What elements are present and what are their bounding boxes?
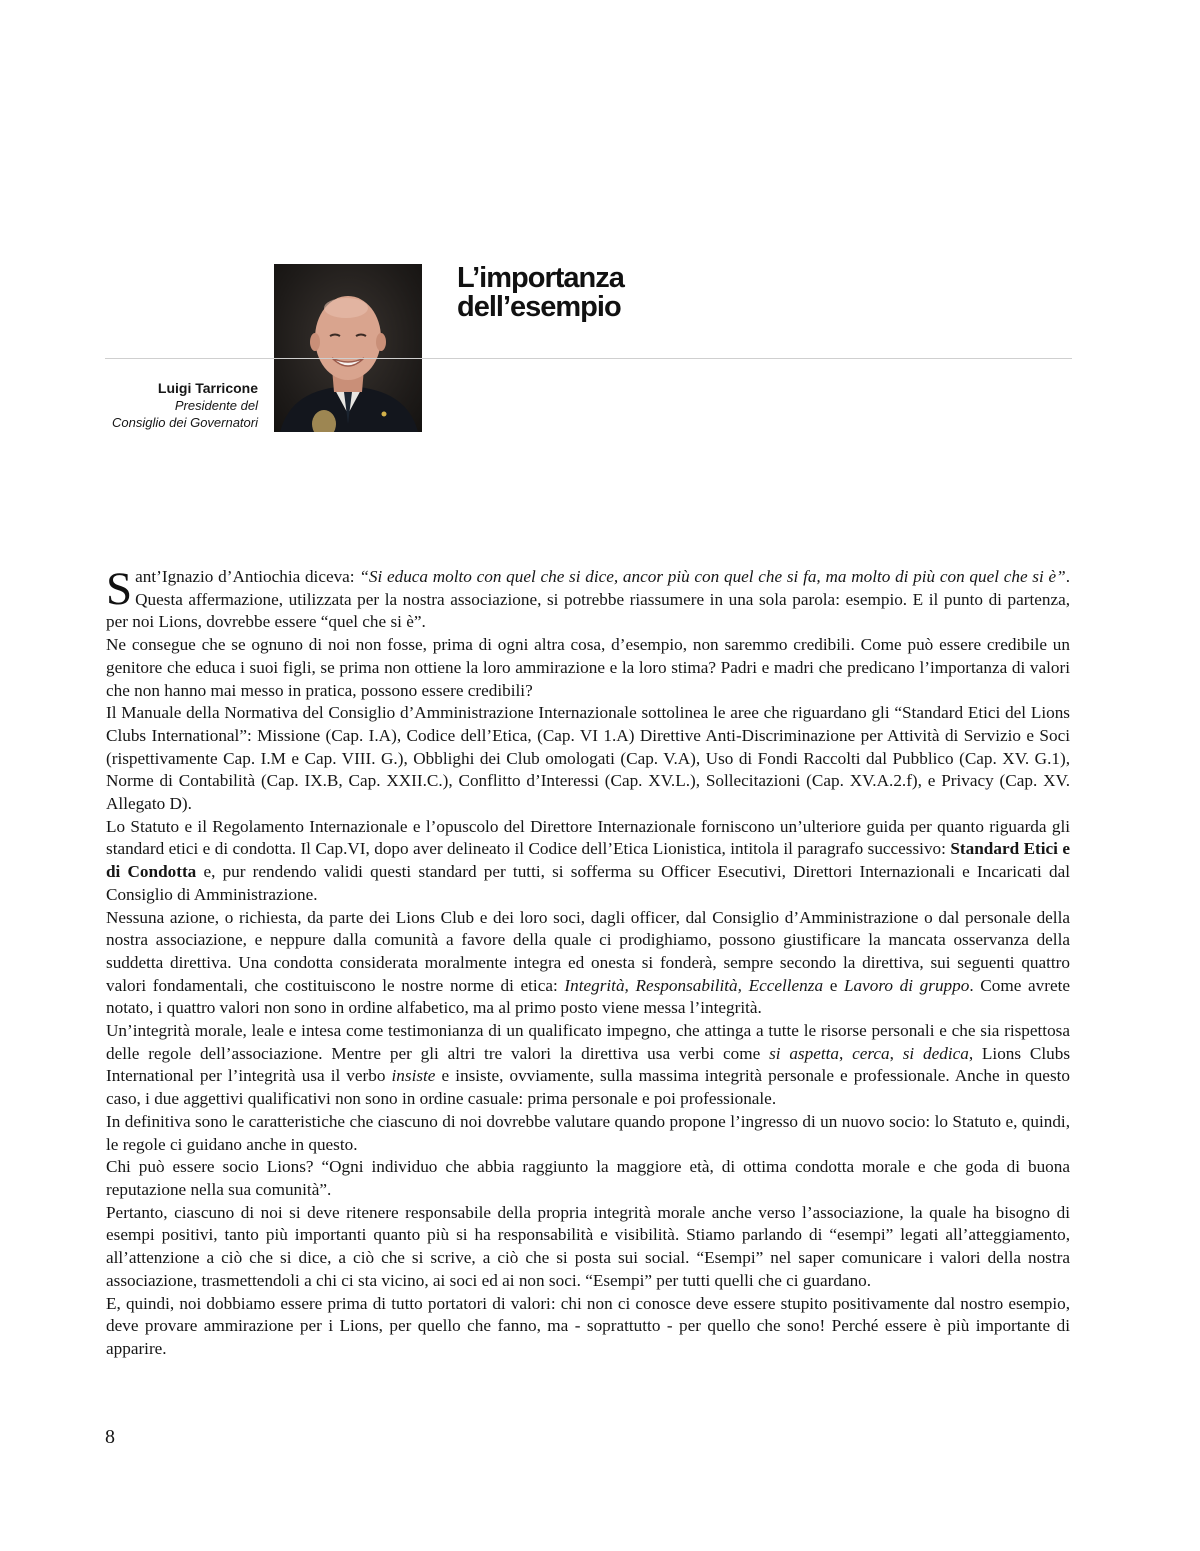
paragraph-10: E, quindi, noi dobbiamo essere prima di tutto portatori di valori: chi non ci conosce deve essere stupito positivamente dal nostro esempio, deve provare ammirazione per i Lions, per quello che fanno, ma - soprattutto - per quello che sono! Perché essere è più importante di apparire.: [106, 1293, 1070, 1358]
paragraph-1: [106, 563, 1070, 634]
verb-si-dedica: si dedica: [902, 1043, 969, 1063]
separator: ,: [889, 1043, 903, 1063]
author-name: Luigi Tarricone: [157, 380, 258, 396]
paragraph-4: [106, 816, 1070, 907]
paragraph-5-text: Nessuna azione, o richiesta, da parte dei Lions Club e dei loro soci, dagli officer, dal Consiglio d’Amministrazione o dal personale della nostra associazione, e neppure dalla comunità a favore della quale ci prodighiamo, possono giustificare la mancata osservanza della suddetta direttiva. Una condotta considerata moralmente integra ed onesta si fonderà, sempre secondo la direttiva, sui seguenti quattro valori fondamentali, che costituiscono le nostre norme di etica:: [106, 907, 1070, 995]
title-line-1: L’importanza: [457, 262, 624, 294]
paragraph-2: Ne consegue che se ognuno di noi non fosse, prima di ogni altra cosa, d’esempio, non saremmo credibili. Come può essere credibile un genitore che educa i suoi figli, se prima non ottiene la loro ammirazione e la loro stima? Padri e madri che predicano l’importanza di valori che non hanno mai messo in pratica, possono essere credibili?: [106, 635, 1070, 700]
paragraph-1-text-end: . Questa affermazione, utilizzata per la nostra associazione, si potrebbe riassumere in una sola parola: esempio. E il punto di partenza, per noi Lions, dovrebbe essere “quel che si è”.: [106, 567, 1070, 632]
paragraph-8: Chi può essere socio Lions? “Ogni individuo che abbia raggiunto la maggiore età, di ottima condotta morale e che goda di buona reputazione nella sua comunità”.: [106, 1157, 1070, 1199]
article-body: [106, 563, 1071, 1361]
separator: ,: [838, 1043, 853, 1063]
paragraph-6-text-mid: , Lions Clubs International per l’integrità usa il verbo: [106, 1043, 1071, 1086]
header-divider: [105, 358, 1072, 359]
paragraph-6-text: Un’integrità morale, leale e intesa come testimonianza di un qualificato impegno, che attinga a tutte le risorse personali e che sia rispettosa delle regole dell’associazione. Mentre per gli altri tre valori la direttiva usa verbi come: [106, 1021, 1070, 1063]
verb-cerca: cerca: [852, 1043, 890, 1063]
paragraph-5: [106, 907, 1070, 1021]
paragraph-5-text-end: . Come avrete notato, i quattro valori non sono in ordine alfabetico, ma al primo posto viene messa l’integrità.: [106, 975, 1070, 1018]
paragraph-4-text-end: e, pur rendendo validi questi standard per tutti, si sofferma su Officer Esecutivi, Direttori Internazionali e Incaricati dal Consiglio di Amministrazione.: [106, 862, 1070, 904]
drop-cap: S: [106, 563, 133, 615]
verb-si-aspetta: si aspetta: [769, 1043, 839, 1063]
article-title: [457, 264, 624, 322]
paragraph-6-text-end: e insiste, ovviamente, sulla massima integrità personale e professionale. Anche in questo caso, i due aggettivi qualificativi non sono in ordine casuale: prima personale e poi professionale.: [106, 1066, 1070, 1109]
teamwork-emphasis: Lavoro di gruppo: [843, 975, 970, 995]
paragraph-9: Pertanto, ciascuno di noi si deve ritenere responsabile della propria integrità morale anche verso l’associazione, la quale ha bisogno di esempi positivi, tanto più importanti quanto più si ha responsabilità e visibilità. Stiamo parlando di “esempi” legati all’atteggiamento, all’attenzione a ciò che si dice, a ciò che si scrive, a ciò che si posta sui social. “Esempi” nel saper comunicare i valori della nostra associazione, trasmettendoli a chi ci sta vicino, ai soci ed ai non soci. “Esempi” per tutti quelli che ci guardano.: [106, 1202, 1070, 1290]
author-role-line-1: Presidente del: [174, 398, 258, 413]
author-portrait-image: [274, 264, 422, 432]
verb-insiste: insiste: [391, 1066, 436, 1086]
paragraph-6: [106, 1020, 1070, 1111]
paragraph-4-text: Lo Statuto e il Regolamento Internazionale e l’opuscolo del Direttore Internazionale forniscono un’ulteriore guida per quanto riguarda gli standard etici e di condotta. Il Cap.VI, dopo aver delineato il Codice dell’Etica Lionistica, intitola il paragrafo successivo:: [106, 816, 1070, 859]
paragraph-5-conjunction: e: [823, 975, 844, 995]
values-emphasis: Integrità, Responsabilità, Eccellenza: [564, 975, 824, 995]
paragraph-1-text: ant’Ignazio d’Antiochia diceva:: [135, 567, 360, 586]
author-byline: [60, 380, 258, 431]
paragraph-7: In definitiva sono le caratteristiche che ciascuno di noi dovrebbe valutare quando propone l’ingresso di un nuovo socio: lo Statuto e, quindi, le regole ci guidano anche in questo.: [106, 1111, 1070, 1154]
standard-etici-heading: Standard Etici e di Condotta: [106, 839, 1070, 882]
ignazio-quote: “Si educa molto con quel che si dice, ancor più con quel che si fa, ma molto di più con quel che si è”: [359, 567, 1066, 586]
author-role-line-2: Consiglio dei Governatori: [112, 415, 258, 430]
page-number: 8: [105, 1426, 115, 1448]
author-photo: [274, 264, 422, 432]
paragraph-3: Il Manuale della Normativa del Consiglio d’Amministrazione Internazionale sottolinea le aree che riguardano gli “Standard Etici del Lions Clubs International”: Missione (Cap. I.A), Codice dell’Etica, (Cap. VI 1.A) Direttive Anti-Discriminazione per Attività di Servizio e Soci (rispettivamente Cap. I.M e Cap. VIII. G.), Obblighi dei Club omologati (Cap. V.A), Uso di Fondi Raccolti dal Pubblico (Cap. XV. G.1), Norme di Contabilità (Cap. IX.B, Cap. XXII.C.), Conflitto d’Interessi (Cap. XV.L.), Sollecitazioni (Cap. XV.A.2.f), e Privacy (Cap. XV. Allegato D).: [106, 703, 1070, 814]
title-line-2: dell’esempio: [457, 291, 621, 323]
